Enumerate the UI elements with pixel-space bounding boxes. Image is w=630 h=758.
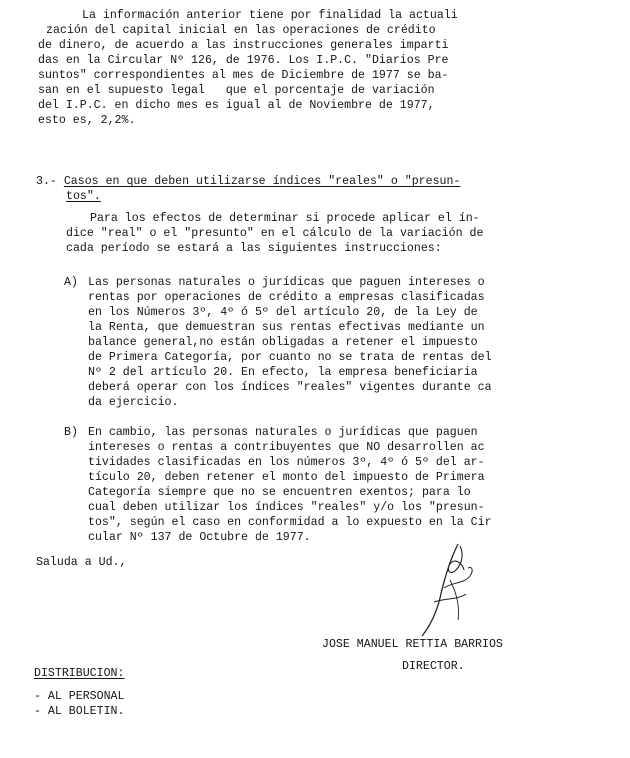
item-a-line: en los Números 3º, 4º ó 5º del artículo 20, de la Ley de (88, 306, 478, 319)
item-b-line: cular Nº 137 de Octubre de 1977. (88, 531, 311, 544)
section-heading-line: tos". (66, 190, 101, 203)
item-b-line: cual deben utilizar los índices "reales" y/o los "presun- (88, 501, 485, 514)
item-b-line: tículo 20, deben retener el monto del impuesto de Primera (88, 471, 485, 484)
signature-name: JOSE MANUEL RETTIA BARRIOS (322, 638, 503, 651)
section-intro-line: dice "real" o el "presunto" en el cálculo de la variación de (66, 227, 484, 240)
item-a-paragraph (88, 275, 492, 410)
section-3-heading (36, 174, 460, 204)
item-b-marker: B) (64, 426, 78, 439)
item-b-line: Categoría siempre que no se encuentren exentos; para lo (88, 486, 471, 499)
intro-line: esto es, 2,2%. (38, 114, 136, 127)
distribution-item: - AL BOLETIN. (34, 705, 125, 718)
intro-line: de dinero, de acuerdo a las instrucciones generales imparti (38, 39, 449, 52)
item-b-line: intereses o rentas a contribuyentes que NO desarrollen ac (88, 441, 485, 454)
item-a-line: la Renta, que demuestran sus rentas efectivas mediante un (88, 321, 485, 334)
section-number: 3.- (36, 175, 57, 188)
item-a-line: deberá operar con los índices "reales" vigentes durante ca (88, 381, 492, 394)
intro-line: suntos" correspondientes al mes de Diciembre de 1977 se ba- (38, 69, 449, 82)
item-a-line: da ejercicio. (88, 396, 179, 409)
item-a-line: Nº 2 del artículo 20. En efecto, la empresa beneficiaria (88, 366, 478, 379)
item-b-paragraph (88, 425, 492, 545)
closing-salutation: Saluda a Ud., (36, 556, 127, 569)
distribution-item: - AL PERSONAL (34, 690, 125, 703)
section-intro-line: cada período se estará a las siguientes instrucciones: (66, 242, 442, 255)
section-heading-text: Casos en que deben utilizarse índices "reales" o "presun- (63, 175, 461, 188)
intro-line: das en la Circular Nº 126, de 1976. Los I.P.C. "Diarios Pre (38, 54, 449, 67)
intro-line: san en el supuesto legal que el porcentaje de variación (38, 84, 435, 97)
section-3-intro (66, 211, 483, 256)
item-b-line: En cambio, las personas naturales o jurídicas que paguen (88, 426, 478, 439)
item-b-line: tividades clasificadas en los números 3º, 4º ó 5º del ar- (88, 456, 485, 469)
intro-line: La información anterior tiene por finalidad la actuali (82, 9, 458, 22)
distribution-heading: DISTRIBUCION: (34, 667, 125, 680)
item-b-line: tos", según el caso en conformidad a lo expuesto en la Cir (88, 516, 492, 529)
item-a-line: de Primera Categoría, por cuanto no se trata de rentas del (88, 351, 492, 364)
intro-line: zación del capital inicial en las operaciones de crédito (46, 24, 436, 37)
item-a-marker: A) (64, 276, 78, 289)
handwritten-signature (400, 540, 490, 640)
intro-paragraph (38, 8, 458, 128)
section-heading-line (36, 174, 460, 189)
item-a-line: rentas por operaciones de crédito a empresas clasificadas (88, 291, 485, 304)
item-a-line: balance general,no están obligadas a retener el impuesto (88, 336, 478, 349)
item-a-line: Las personas naturales o jurídicas que paguen intereses o (88, 276, 485, 289)
signature-title: DIRECTOR. (402, 660, 465, 673)
section-intro-line: Para los efectos de determinar si procede aplicar el ín- (90, 212, 480, 225)
distribution-list (34, 689, 124, 719)
intro-line: del I.P.C. en dicho mes es igual al de Noviembre de 1977, (38, 99, 435, 112)
